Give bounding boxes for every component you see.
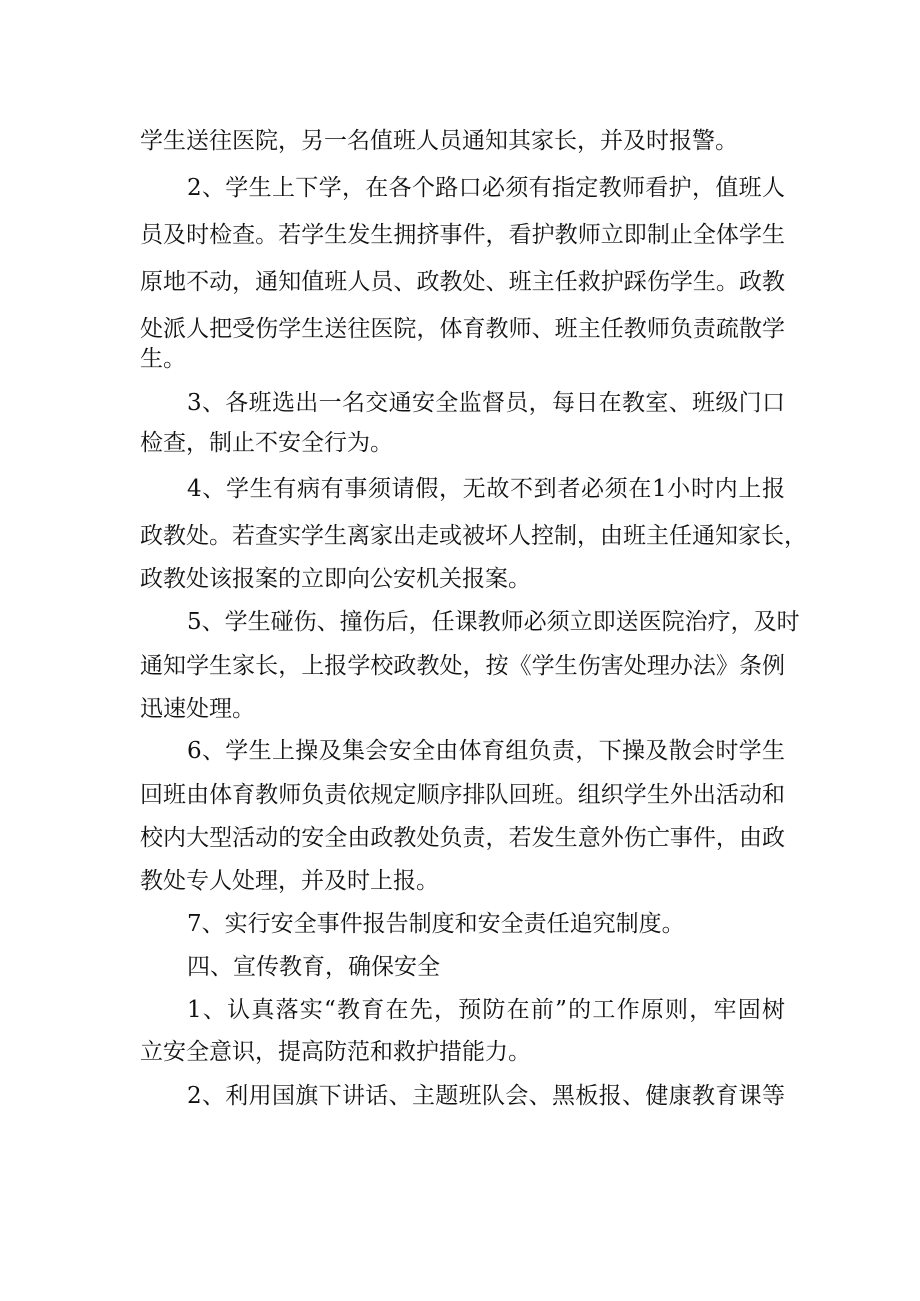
paragraph-7-line: 7、实行安全事件报告制度和安全责任追究制度。 xyxy=(187,911,685,937)
paragraph-3-first-line: 3、各班选出一名交通安全监督员，每日在教室、班级门口 xyxy=(187,390,785,416)
text-line: 政教处。若查实学生离家出走或被坏人控制，由班主任通知家长， xyxy=(140,523,807,549)
text-line: 教处专人处理，并及时上报。 xyxy=(140,868,439,894)
text-line: 政教处该报案的立即向公安机关报案。 xyxy=(140,566,531,592)
paragraph-8-first-line: 1、认真落实“教育在先，预防在前”的工作原则，牢固树 xyxy=(187,997,785,1023)
section-heading: 四、宣传教育，确保安全 xyxy=(187,954,440,980)
text-line: 迅速处理。 xyxy=(140,696,255,722)
text-line: 回班由体育教师负责依规定顺序排队回班。组织学生外出活动和 xyxy=(140,782,785,808)
paragraph-5-first-line: 5、学生碰伤、撞伤后，任课教师必须立即送医院治疗，及时 xyxy=(187,609,800,635)
text-line: 学生送往医院，另一名值班人员通知其家长，并及时报警。 xyxy=(140,128,738,154)
paragraph-2-first-line: 2、学生上下学，在各个路口必须有指定教师看护，值班人 xyxy=(187,175,785,201)
text-line: 生。 xyxy=(140,346,186,372)
text-line: 处派人把受伤学生送往医院，体育教师、班主任教师负责疏散学 xyxy=(140,316,785,342)
paragraph-9-first-line: 2、利用国旗下讲话、主题班队会、黑板报、健康教育课等 xyxy=(187,1083,785,1109)
text-line: 通知学生家长，上报学校政教处，按《学生伤害处理办法》条例 xyxy=(140,653,785,679)
paragraph-4-first-line: 4、学生有病有事须请假，无故不到者必须在1小时内上报 xyxy=(187,476,785,502)
paragraph-6-first-line: 6、学生上操及集会安全由体育组负责，下操及散会时学生 xyxy=(187,738,785,764)
text-line: 校内大型活动的安全由政教处负责，若发生意外伤亡事件，由政 xyxy=(140,825,785,851)
text-line: 立安全意识，提高防范和救护措能力。 xyxy=(140,1039,531,1065)
text-line: 员及时检查。若学生发生拥挤事件，看护教师立即制止全体学生 xyxy=(140,222,785,248)
text-line: 原地不动，通知值班人员、政教处、班主任救护踩伤学生。政教 xyxy=(140,269,785,295)
text-line: 检查，制止不安全行为。 xyxy=(140,430,393,456)
